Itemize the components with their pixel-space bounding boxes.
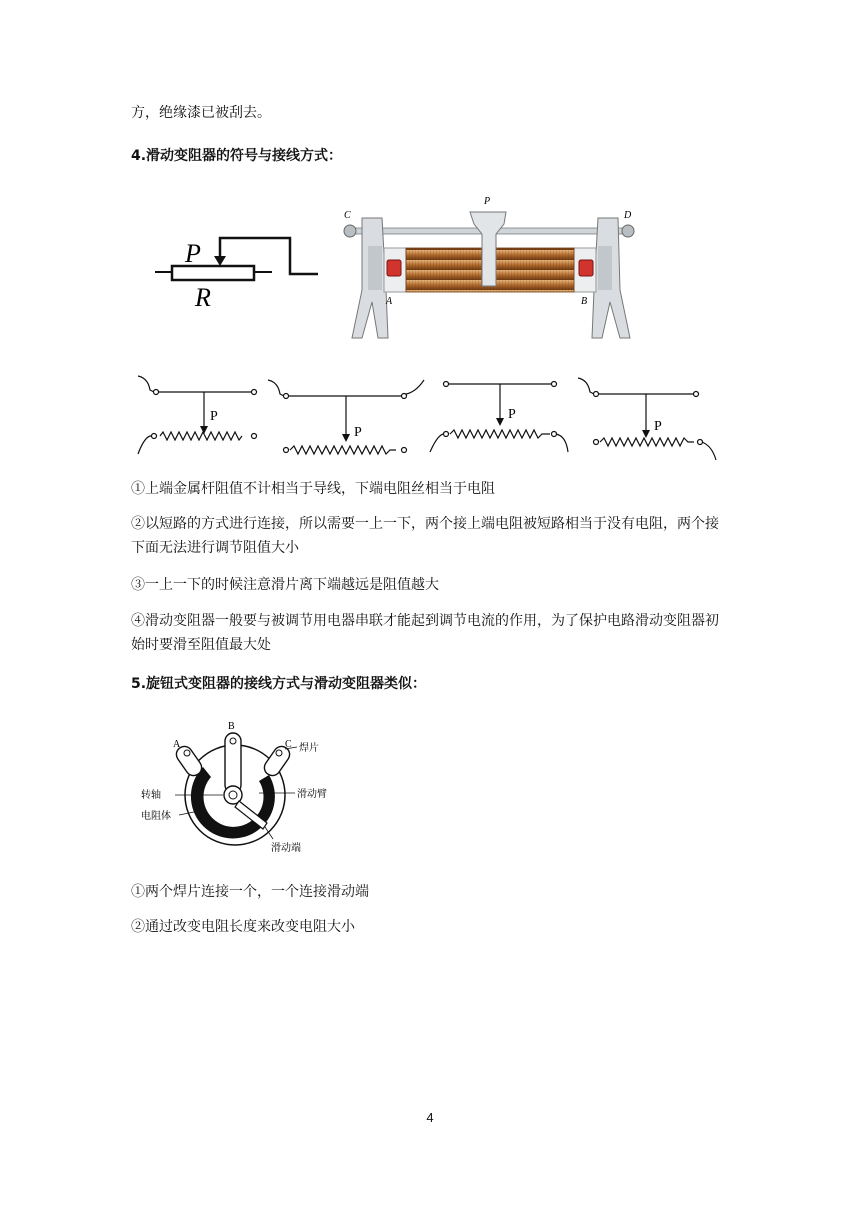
wiring-p-label-3: P xyxy=(508,407,516,422)
section5-heading: 5.旋钮式变阻器的接线方式与滑动变阻器类似： xyxy=(131,676,427,692)
intro-tail-text: 方，绝缘漆已被刮去。 xyxy=(131,105,271,121)
terminal-d-knob xyxy=(622,225,634,237)
rheostat-photo-figure xyxy=(340,190,640,345)
rotary-rheostat-figure xyxy=(135,715,365,860)
section4-note-4: ④滑动变阻器一般要与被调节用电器串联才能起到调节电流的作用，为了保护电路滑动变阻器初始时要滑至阻值最大处 xyxy=(131,613,719,653)
wiring-p-label-2: P xyxy=(354,425,362,440)
wiring-p-label-1: P xyxy=(210,409,218,424)
rotary-label-arm: 滑动臂 xyxy=(297,789,327,800)
page-number: 4 xyxy=(426,1110,434,1125)
rotary-label-body: 电阻体 xyxy=(141,811,171,822)
symbol-r-label: R xyxy=(195,283,211,312)
rotary-label-solder: 焊片 xyxy=(299,743,319,754)
symbol-p-label: P xyxy=(185,239,201,268)
terminal-a-knob xyxy=(387,260,401,276)
photo-label-d: D xyxy=(624,210,632,221)
rotary-label-shaft: 转轴 xyxy=(141,790,161,801)
wiring-p-label-4: P xyxy=(654,419,662,434)
photo-label-b: B xyxy=(581,296,588,307)
section5-note-1: ①两个焊片连接一个，一个连接滑动端 xyxy=(131,884,369,900)
wiring-diagrams-figure xyxy=(134,372,724,462)
photo-label-c: C xyxy=(344,210,351,221)
rotary-label-c: C xyxy=(285,739,292,750)
section4-note-2: ②以短路的方式进行连接，所以需要一上一下，两个接上端电阻被短路相当于没有电阻，两个接下面无法进行调节阻值大小 xyxy=(131,516,719,556)
section4-note-1: ①上端金属杆阻值不计相当于导线，下端电阻丝相当于电阻 xyxy=(131,481,495,497)
rotary-label-b: B xyxy=(228,721,235,732)
photo-label-p: P xyxy=(484,196,491,207)
section4-heading: 4.滑动变阻器的符号与接线方式： xyxy=(131,148,343,164)
terminal-b-knob xyxy=(579,260,593,276)
rotary-label-a: A xyxy=(173,739,181,750)
rotary-label-slider: 滑动端 xyxy=(271,843,301,854)
photo-label-a: A xyxy=(386,296,393,307)
terminal-c-knob xyxy=(344,225,356,237)
section4-note-3: ③一上一下的时候注意滑片离下端越远是阻值越大 xyxy=(131,577,439,593)
rheostat-symbol-figure xyxy=(150,232,325,312)
section5-note-2: ②通过改变电阻长度来改变电阻大小 xyxy=(131,919,355,935)
